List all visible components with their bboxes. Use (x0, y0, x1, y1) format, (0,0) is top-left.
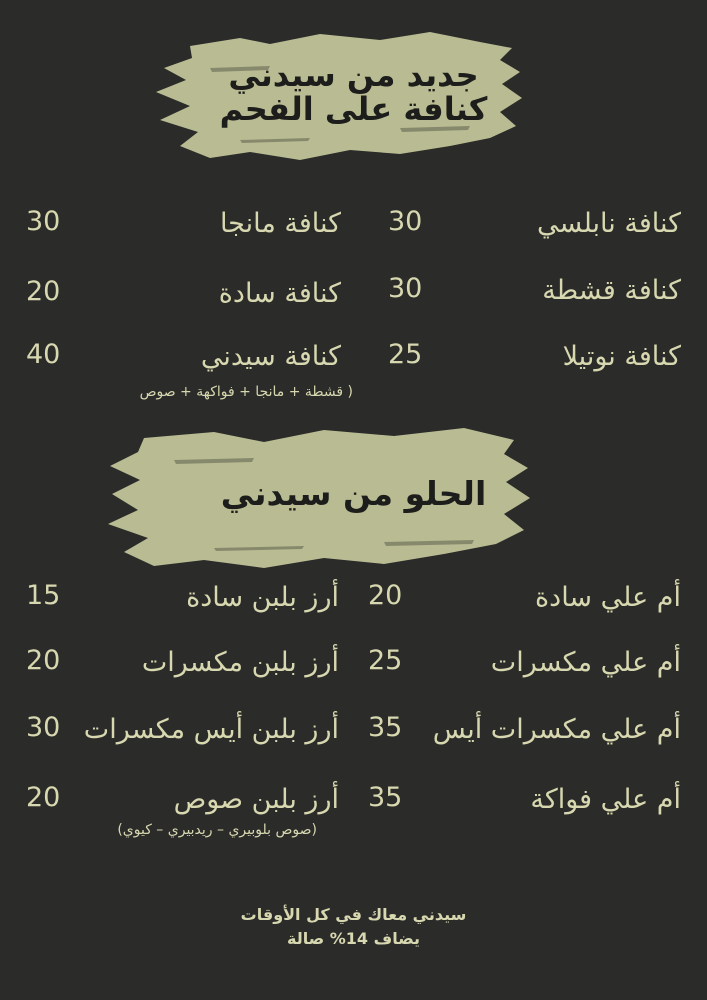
menu-item-name: كنافة نوتيلا (562, 341, 681, 372)
menu-item-name: كنافة سيدني (200, 341, 341, 372)
menu-item-price: 20 (368, 580, 403, 611)
menu-item-name: كنافة نابلسي (537, 208, 681, 239)
menu-item-note: ( قشطة + مانجا + فواكهة + صوص (139, 384, 353, 400)
menu-item-price: 20 (26, 276, 61, 307)
menu-item-price: 25 (368, 645, 403, 676)
section1-title-line2: كنافة على الفحم (219, 90, 488, 128)
menu-item-price: 30 (26, 712, 61, 743)
menu-item-name: كنافة قشطة (542, 275, 681, 306)
menu-item-price: 20 (26, 645, 61, 676)
menu-item-price: 20 (26, 782, 61, 813)
menu-item-price: 35 (368, 712, 403, 743)
menu-item-name: كنافة سادة (218, 278, 341, 309)
section1-title-line1: جديد من سيدني (228, 56, 479, 94)
menu-item-name: أرز بلبن صوص (173, 784, 339, 815)
menu-item-price: 30 (388, 273, 423, 304)
menu-item-name: أم علي سادة (535, 582, 681, 613)
footer-slogan: سيدني معاك في كل الأوقات (240, 905, 467, 924)
menu-item-price: 35 (368, 782, 403, 813)
menu-item-note: (صوص بلوبيري – ريدبيري – كيوي) (117, 822, 317, 838)
menu-item-name: أرز بلبن أيس مكسرات (83, 714, 339, 745)
menu-item-price: 15 (26, 580, 61, 611)
menu-item-name: أم علي فواكة (530, 784, 681, 815)
menu-item-name: أم علي مكسرات أيس (432, 714, 681, 745)
menu-item-name: كنافة مانجا (219, 208, 341, 239)
menu-item-price: 30 (388, 206, 423, 237)
menu-item-name: أرز بلبن مكسرات (141, 647, 339, 678)
footer-service-charge: يضاف 14% صالة (287, 929, 420, 948)
menu-item-name: أرز بلبن سادة (186, 582, 339, 613)
menu-item-price: 25 (388, 339, 423, 370)
menu-item-price: 40 (26, 339, 61, 370)
menu-item-name: أم علي مكسرات (490, 647, 681, 678)
menu-item-price: 30 (26, 206, 61, 237)
section2-title: الحلو من سيدني (220, 474, 487, 513)
